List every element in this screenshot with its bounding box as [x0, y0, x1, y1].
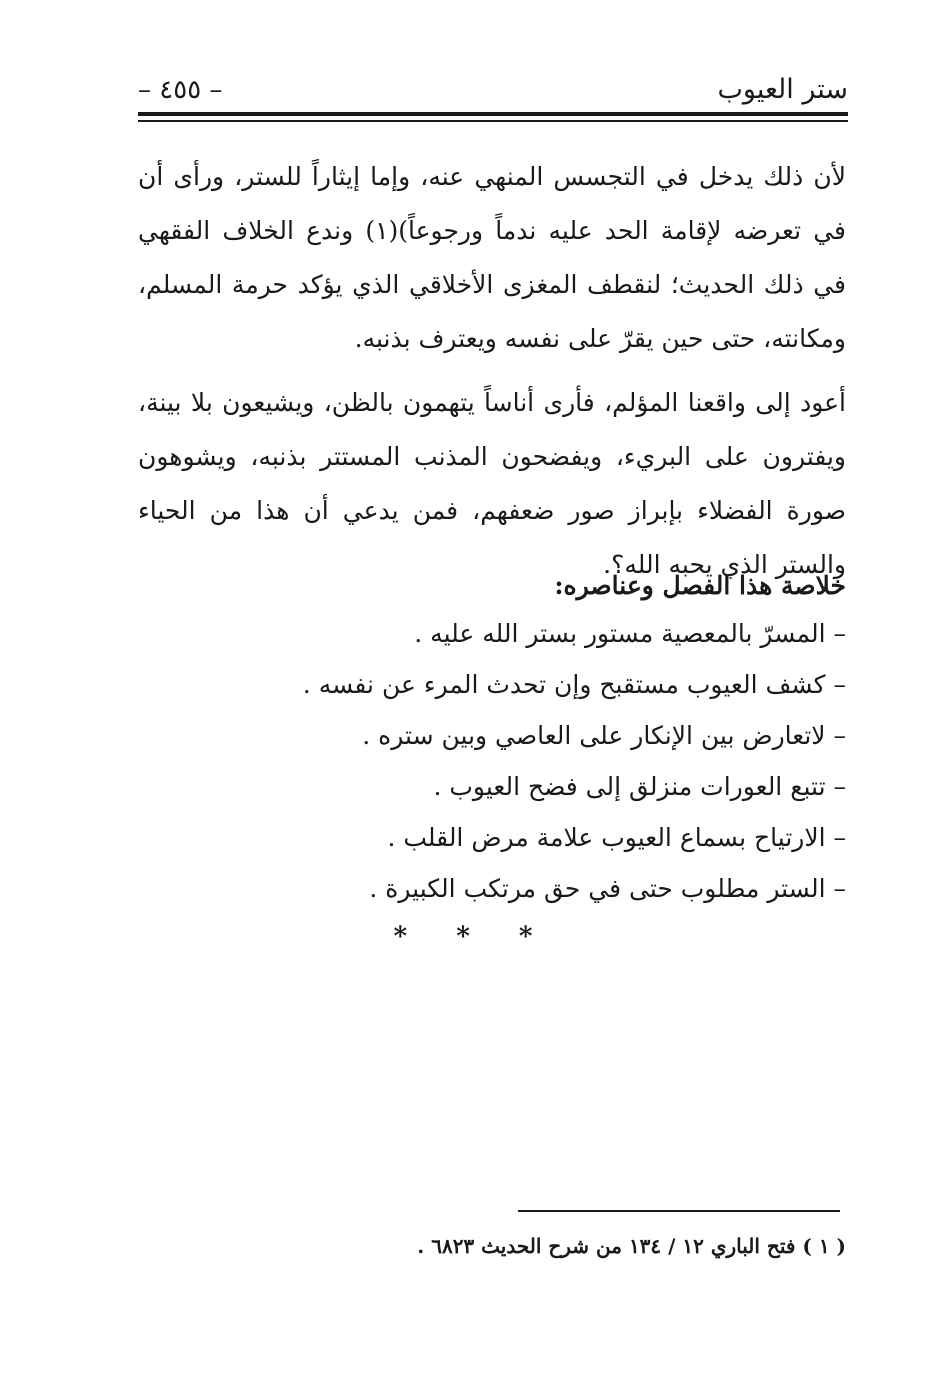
summary-list	[138, 608, 846, 914]
footnote: ( ١ ) فتح الباري ١٢ / ١٣٤ من شرح الحديث ٦٨٢٣ .	[417, 1234, 846, 1258]
running-title: ستر العيوب	[717, 74, 848, 105]
summary-item: – كشف العيوب مستقبح وإن تحدث المرء عن نفسه .	[302, 670, 846, 699]
paragraph-2: أعود إلى واقعنا المؤلم، فأرى أناساً يتهمون بالظن، ويشيعون بلا بينة، ويفترون على البريء، ويفضحون المذنب المستتر بذنبه، ويشوهون صورة الفضلاء بإبراز صور ضعفهم، فمن يدعي أن هذا من الحياء والستر الذي يحبه الله؟.	[138, 388, 846, 579]
summary-item: – المسرّ بالمعصية مستور بستر الله عليه .	[414, 619, 846, 648]
summary-item: – لاتعارض بين الإنكار على العاصي وبين ستره .	[362, 721, 846, 750]
section-separator: * * *	[393, 922, 553, 952]
header-rule-thick	[138, 112, 848, 116]
page-header	[138, 72, 848, 108]
header-rule-thin	[138, 120, 848, 122]
chapter-summary	[138, 564, 846, 914]
summary-item: – الستر مطلوب حتى في حق مرتكب الكبيرة .	[369, 874, 846, 903]
summary-item: – تتبع العورات منزلق إلى فضح العيوب .	[433, 772, 846, 801]
page-number: – ٤٥٥ –	[138, 75, 223, 105]
summary-heading: خلاصة هذا الفصل وعناصره:	[554, 571, 846, 600]
body-text	[138, 150, 846, 592]
summary-item: – الارتياح بسماع العيوب علامة مرض القلب .	[387, 823, 846, 852]
footnote-rule	[518, 1210, 840, 1212]
paragraph-1: لأن ذلك يدخل في التجسس المنهي عنه، وإما إيثاراً للستر، ورأى أن في تعرضه لإقامة الحد عليه ندماً ورجوعاً)(١) وندع الخلاف الفقهي في ذلك الحديث؛ لنقطف المغزى الأخلاقي الذي يؤكد حرمة المسلم، ومكانته، حتى حين يقرّ على نفسه ويعترف بذنبه.	[138, 162, 846, 353]
